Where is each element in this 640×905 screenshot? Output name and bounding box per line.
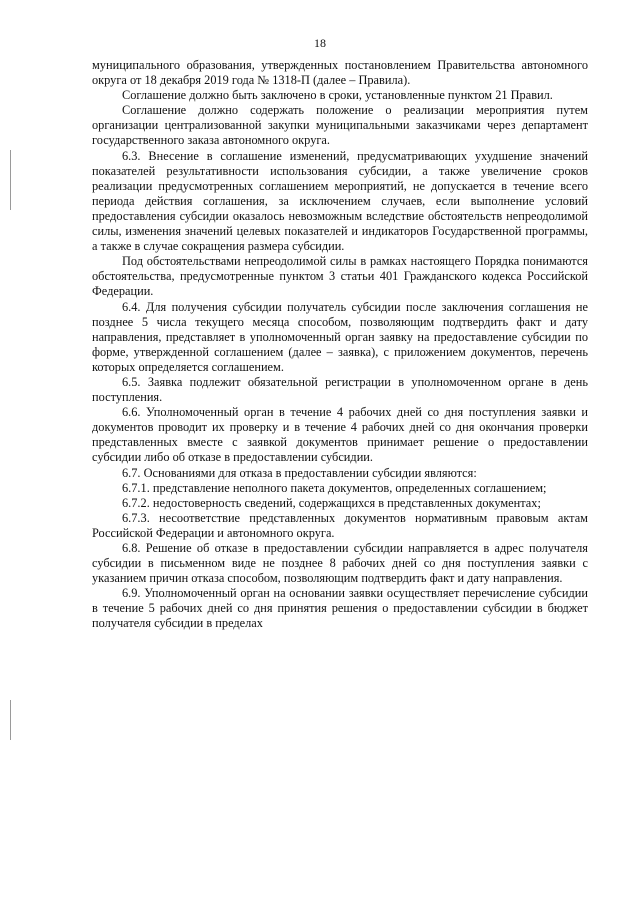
paragraph: Соглашение должно содержать положение о реализации мероприятия путем организации централизованной закупки муниципальными заказчиками через департамент государственного заказа автономного округа. [92, 103, 588, 148]
paragraph: 6.4. Для получения субсидии получатель субсидии после заключения соглашения не позднее 5 числа текущего месяца способом, позволяющим подтвердить факт и дату направления, представляет в уполномоченный орган заявку на предоставление субсидии по форме, утвержденной соглашением (далее – заявка), с приложением документов, перечень которых определяется соглашением. [92, 299, 588, 374]
scan-edge-mark [10, 150, 11, 210]
paragraph: 6.9. Уполномоченный орган на основании заявки осуществляет перечисление субсидии в течение 5 рабочих дней со дня принятия решения о предоставлении субсидии в бюджет получателя субсидии в пределах [92, 586, 588, 631]
paragraph: 6.7.1. представление неполного пакета документов, определенных соглашением; [122, 480, 547, 495]
page-number: 18 [314, 36, 326, 50]
paragraph: Под обстоятельствами непреодолимой силы в рамках настоящего Порядка понимаются обстоятельства, предусмотренные пунктом 3 статьи 401 Гражданского кодекса Российской Федерации. [92, 254, 588, 299]
paragraph: 6.5. Заявка подлежит обязательной регистрации в уполномоченном органе в день поступления. [92, 374, 588, 405]
paragraph: 6.6. Уполномоченный орган в течение 4 рабочих дней со дня поступления заявки и документов проводит их проверку и в течение 4 рабочих дней со дня окончания проверки представленных вместе с заявкой документов принимает решение о предоставлении субсидии либо об отказе в предоставлении субсидии. [92, 405, 588, 465]
paragraph: муниципального образования, утвержденных постановлением Правительства автономного округа от 18 декабря 2019 года № 1318-П (далее – Правила). [92, 58, 588, 88]
paragraph: 6.7. Основаниями для отказа в предоставлении субсидии являются: [122, 465, 477, 480]
paragraph: Соглашение должно быть заключено в сроки, установленные пунктом 21 Правил. [122, 88, 553, 103]
paragraph: 6.3. Внесение в соглашение изменений, предусматривающих ухудшение значений показателей результативности использования субсидии, а также увеличение сроков реализации предусмотренных соглашением мероприятий, не допускается в течение всего периода действия соглашения, за исключением случаев, если выполнение условий предоставления субсидии оказалось невозможным вследствие обстоятельств непреодолимой силы, изменения значений целевых показателей и индикаторов Государственной программы, а также в случае сокращения размера субсидии. [92, 148, 588, 254]
paragraph: 6.7.2. недостоверность сведений, содержащихся в представленных документах; [122, 495, 541, 510]
scan-edge-mark [10, 700, 11, 740]
paragraph: 6.7.3. несоответствие представленных документов нормативным правовым актам Российской Федерации и автономного округа. [92, 510, 588, 540]
document-body [92, 58, 588, 632]
paragraph: 6.8. Решение об отказе в предоставлении субсидии направляется в адрес получателя субсидии в письменном виде не позднее 8 рабочих дней со дня поступления заявки с указанием причин отказа способом, позволяющим подтвердить факт и дату направления. [92, 541, 588, 586]
